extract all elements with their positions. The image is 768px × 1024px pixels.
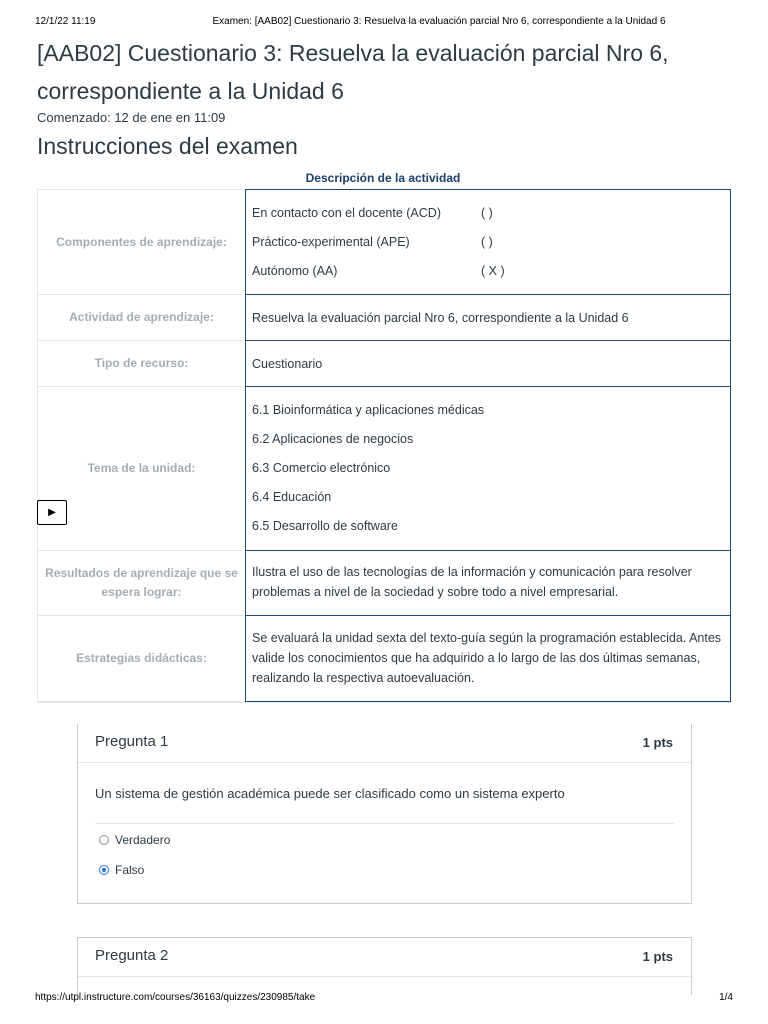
print-footer (35, 992, 733, 1006)
print-header (35, 16, 733, 30)
print-url: https://utpl.instructure.com/courses/36163/quizzes/230985/take (35, 992, 316, 1003)
component-ape: Práctico-experimental (APE) (252, 235, 410, 249)
print-page-number: 1/4 (719, 992, 733, 1003)
radio-checked-icon[interactable] (99, 865, 109, 875)
answer-label: Falso (115, 863, 145, 877)
components-label: Componentes de aprendizaje: (37, 189, 245, 295)
answer-verdadero[interactable] (99, 833, 170, 847)
strategies-label: Estrategias didácticas: (37, 615, 245, 702)
play-icon: ▶ (48, 507, 56, 518)
quiz-started-time: Comenzado: 12 de ene en 11:09 (37, 110, 226, 125)
answer-label: Verdadero (115, 833, 171, 847)
activity-table-caption: Descripción de la actividad (305, 171, 461, 185)
component-aa-mark: ( X ) (481, 264, 505, 278)
question-text: Un sistema de gestión académica puede ser clasificado como un sistema experto (95, 786, 565, 801)
radio-unchecked-icon[interactable] (99, 835, 109, 845)
strategies-text: Se evaluará la unidad sexta del texto-guía según la programación establecida. Antes valide los conocimientos que ha adquirido a lo largo de las dos últimas semanas, realizando la respectiva autoevaluación. (252, 631, 722, 685)
topic-item: 6.2 Aplicaciones de negocios (252, 432, 414, 446)
topic-item: 6.5 Desarrollo de software (252, 519, 398, 533)
quiz-title: [AAB02] Cuestionario 3: Resuelva la evaluación parcial Nro 6, correspondiente a la Unidad 6 (37, 40, 669, 104)
topic-value (245, 386, 731, 551)
strategies-row (37, 615, 731, 702)
components-value (245, 189, 731, 295)
question-2 (77, 937, 692, 995)
outcomes-label: Resultados de aprendizaje que se espera lograr: (37, 550, 245, 616)
activity-text: Resuelva la evaluación parcial Nro 6, correspondiente a la Unidad 6 (252, 310, 629, 325)
activity-value (245, 294, 731, 341)
outcomes-row (37, 550, 731, 616)
print-datetime: 12/1/22 11:19 (35, 16, 96, 27)
question-header (78, 938, 691, 977)
component-acd-mark: ( ) (481, 206, 493, 220)
outcomes-text: Ilustra el uso de las tecnologías de la información y comunicación para resolver problemas a nivel de la sociedad y sobre todo a nivel empresarial. (252, 565, 692, 599)
table-bottom-divider (37, 702, 731, 703)
resource-value (245, 340, 731, 387)
topic-item: 6.3 Comercio electrónico (252, 461, 391, 475)
question-points: 1 pts (642, 949, 673, 964)
question-points: 1 pts (642, 735, 673, 750)
topic-item: 6.4 Educación (252, 490, 332, 504)
component-aa: Autónomo (AA) (252, 264, 338, 278)
instructions-heading: Instrucciones del examen (37, 133, 298, 159)
question-header (78, 724, 691, 763)
resource-text: Cuestionario (252, 356, 323, 371)
topic-label: Tema de la unidad: (37, 386, 245, 551)
question-title: Pregunta 2 (95, 947, 169, 964)
print-page-title: Examen: [AAB02] Cuestionario 3: Resuelva la evaluación parcial Nro 6, correspondiente a la Unidad 6 (212, 16, 666, 27)
resource-row (37, 340, 731, 387)
outcomes-value (245, 550, 731, 616)
resource-label: Tipo de recurso: (37, 340, 245, 387)
activity-row (37, 294, 731, 341)
strategies-value (245, 615, 731, 702)
components-row (37, 189, 731, 295)
component-acd: En contacto con el docente (ACD) (252, 206, 441, 220)
topic-item: 6.1 Bioinformática y aplicaciones médicas (252, 403, 485, 417)
component-ape-mark: ( ) (481, 235, 493, 249)
answer-falso[interactable] (99, 863, 144, 877)
question-title: Pregunta 1 (95, 733, 169, 750)
question-divider (95, 823, 674, 824)
media-play-button[interactable] (37, 500, 67, 525)
question-1 (77, 724, 692, 904)
activity-label: Actividad de aprendizaje: (37, 294, 245, 341)
topic-row (37, 386, 731, 551)
